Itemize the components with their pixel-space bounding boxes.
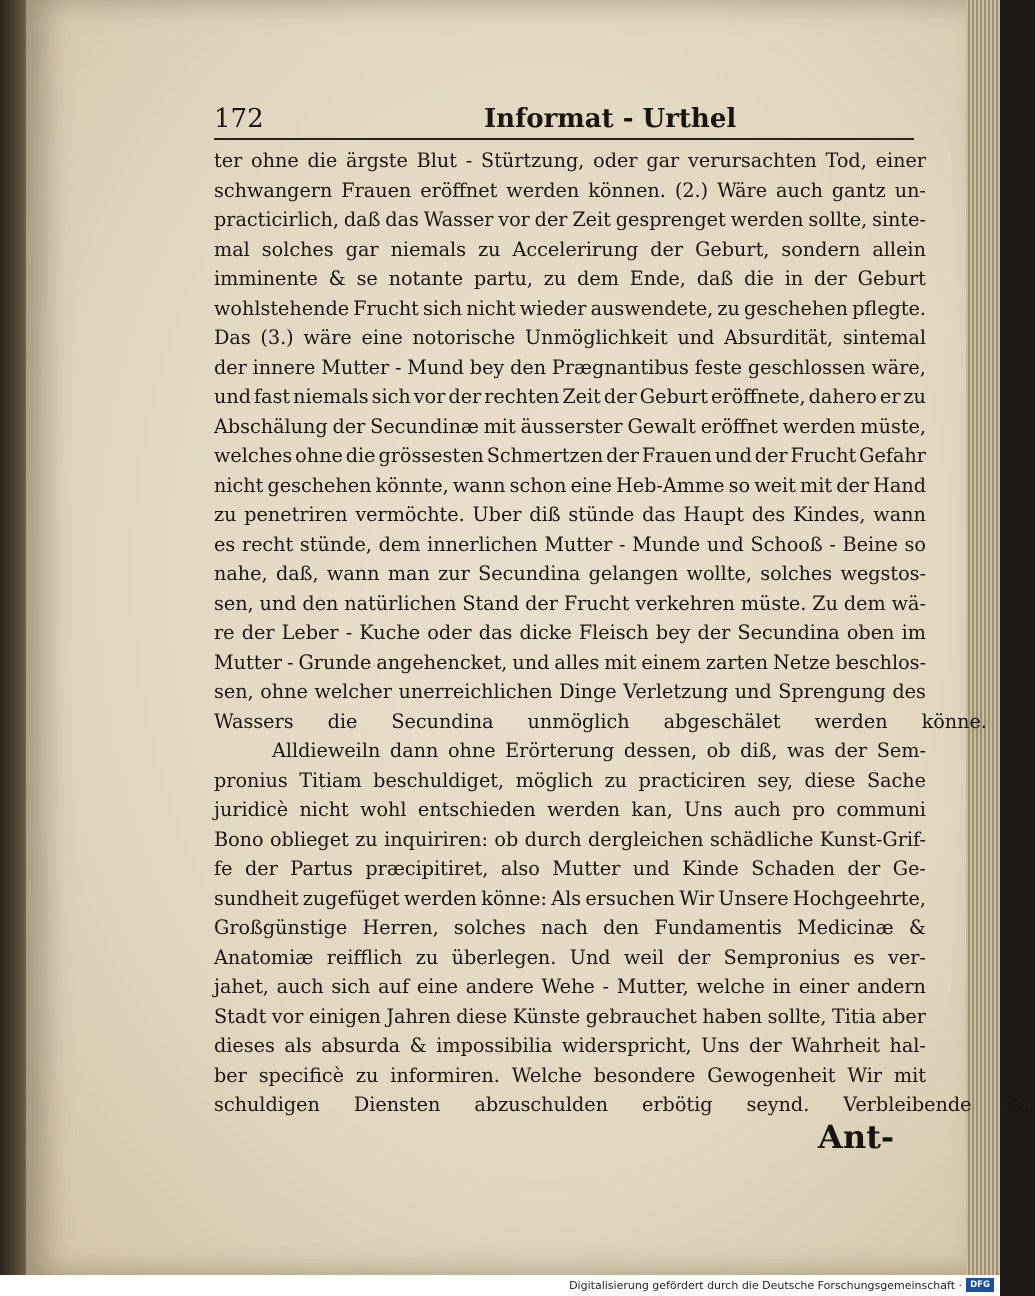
text-line: Anatomiæ reifflich zu überlegen. Und weil der Sempronius es ver- xyxy=(214,945,926,969)
page-header xyxy=(214,104,922,140)
text-line: practicirlich, daß das Wasser vor der Zeit gesprenget werden sollte, sinte- xyxy=(214,208,926,231)
text-line: imminente & se notante partu, zu dem Ende, daß die in der Geburt xyxy=(214,267,926,290)
body-text xyxy=(214,146,1035,1120)
text-line: pronius Titiam beschuldiget, möglich zu practiciren sey, diese Sache xyxy=(214,768,926,792)
dfg-logo-icon: DFG xyxy=(966,1278,994,1292)
text-line: es recht stünde, dem innerlichen Mutter - Munde und Schooß - Beine so xyxy=(214,532,926,556)
text-line: dieses als absurda & impossibilia widerspricht, Uns der Wahrheit hal- xyxy=(214,1034,926,1057)
text-line: nahe, daß, wann man zur Secundina gelangen wollte, solches wegstos- xyxy=(214,562,926,585)
text-line: welches ohne die grössesten Schmertzen der Frauen und der Frucht Gefahr xyxy=(214,444,926,467)
text-line: sen, und den natürlichen Stand der Frucht verkehren müste. Zu dem wä- xyxy=(214,591,926,615)
text-line: Großgünstige Herren, solches nach den Fundamentis Medicinæ & xyxy=(214,916,926,939)
text-line: Bono oblieget zu inquiriren: ob durch dergleichen schädliche Kunst-Grif- xyxy=(214,827,926,851)
text-line: Alldieweiln dann ohne Erörterung dessen, ob diß, was der Sem- xyxy=(272,739,926,762)
text-line: der innere Mutter - Mund bey den Prægnantibus feste geschlossen wäre, xyxy=(214,355,926,379)
text-line: und fast niemals sich vor der rechten Zeit der Geburt eröffnete, dahero er zu xyxy=(214,385,926,408)
text-line: Mutter - Grunde angehencket, und alles mit einem zarten Netze beschlos- xyxy=(214,650,926,674)
text-line: re der Leber - Kuche oder das dicke Fleisch bey der Secundina oben im xyxy=(214,621,926,644)
text-line: zu penetriren vermöchte. Uber diß stünde das Haupt des Kindes, wann xyxy=(214,503,926,526)
text-line: sen, ohne welcher unerreichlichen Dinge Verletzung und Sprengung des xyxy=(214,680,926,703)
header-rule xyxy=(214,138,914,140)
page-number: 172 xyxy=(214,104,264,134)
text-line: schwangern Frauen eröffnet werden können. (2.) Wäre auch gantz un- xyxy=(214,178,926,202)
text-line: wohlstehende Frucht sich nicht wieder auswendete, zu geschehen pflegte. xyxy=(214,296,926,320)
running-title: Informat - Urthel xyxy=(484,104,737,134)
text-line: Das (3.) wäre eine notorische Unmöglichkeit und Absurdität, sintemal xyxy=(214,326,926,349)
text-line: jahet, auch sich auf eine andere Wehe - Mutter, welche in einer andern xyxy=(214,975,926,998)
text-line: sundheit zugefüget werden könne: Als ersuchen Wir Unsere Hochgeehrte, xyxy=(214,886,926,910)
footer-bar xyxy=(0,1275,1000,1296)
text-line: fe der Partus præcipitiret, also Mutter und Kinde Schaden der Ge- xyxy=(214,857,926,880)
footer-credit: Digitalisierung gefördert durch die Deutsche Forschungsgemeinschaft · xyxy=(569,1279,962,1292)
text-line: schuldigen Diensten abzuschulden erbötig seynd. Verbleibende 2c. xyxy=(214,1093,1035,1116)
text-line: nicht geschehen könnte, wann schon eine Heb-Amme so weit mit der Hand xyxy=(214,473,926,497)
text-line: Wassers die Secundina unmöglich abgeschälet werden könne. xyxy=(214,709,987,733)
text-line: Stadt vor einigen Jahren diese Künste gebrauchet haben sollte, Titia aber xyxy=(214,1004,926,1028)
text-line: juridicè nicht wohl entschieden werden kan, Uns auch pro communi xyxy=(214,798,926,821)
text-line: ter ohne die ärgste Blut - Stürtzung, oder gar verursachten Tod, einer xyxy=(214,149,926,172)
text-line: ber specificè zu informiren. Welche besondere Gewogenheit Wir mit xyxy=(214,1063,926,1087)
catchword: Ant- xyxy=(818,1118,895,1156)
text-line: mal solches gar niemals zu Accelerirung der Geburt, sondern allein xyxy=(214,237,926,261)
text-line: Abschälung der Secundinæ mit äusserster Gewalt eröffnet werden müste, xyxy=(214,414,926,438)
